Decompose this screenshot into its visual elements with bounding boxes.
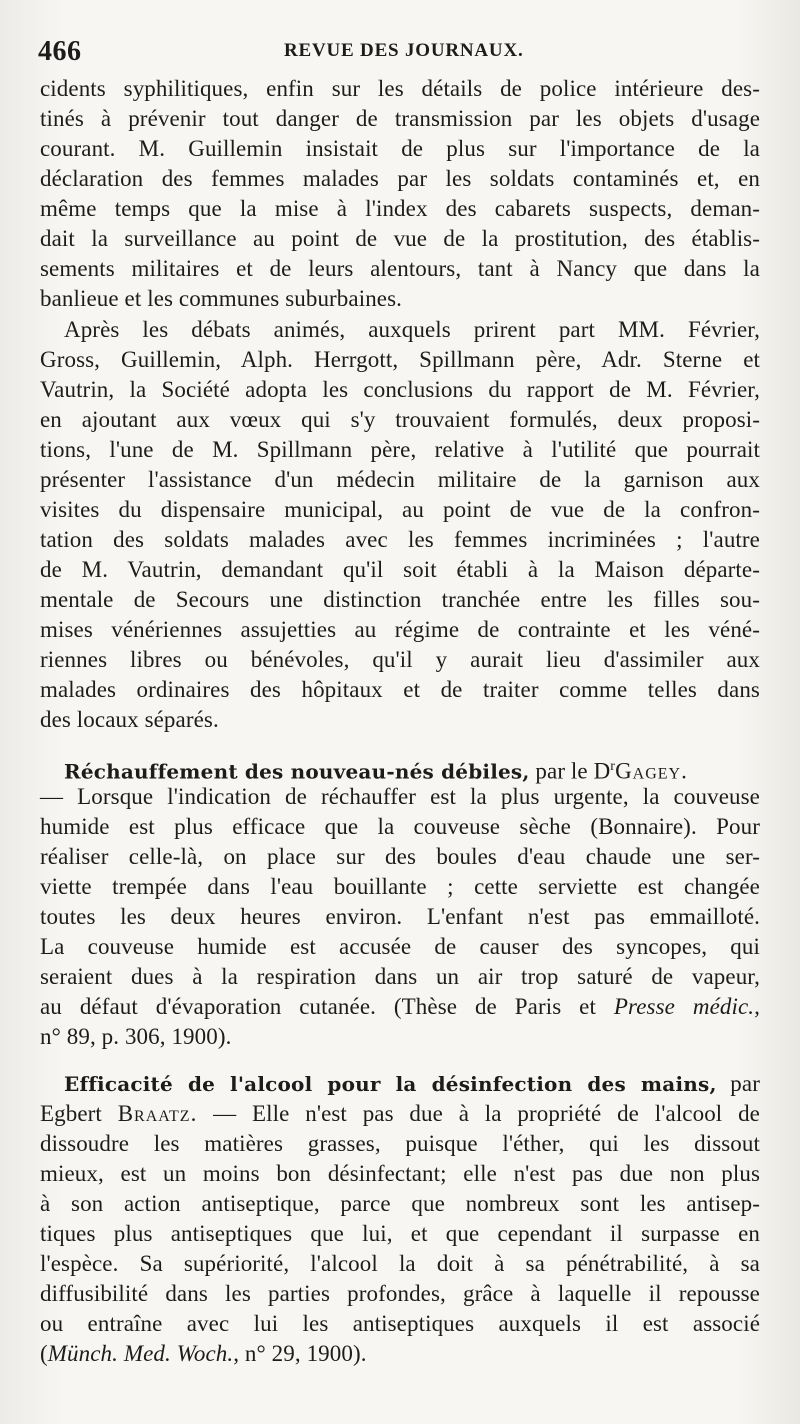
section2-ref-line xyxy=(40,1339,760,1369)
section2-line: l'espèce. Sa supériorité, l'alcool la doit à sa pénétrabilité, à sa xyxy=(40,1251,760,1276)
section1-dr-sup: r xyxy=(610,759,616,774)
para2-line: visites du dispensaire municipal, au point de vue de la confron- xyxy=(40,497,760,522)
para2-line: tions, l'une de M. Spillmann père, relative à l'utilité que pourrait xyxy=(40,437,760,462)
section2-author-line xyxy=(40,1099,760,1129)
page-header xyxy=(38,36,760,68)
section2-ref-journal: Münch. Med. Woch. xyxy=(47,1341,234,1366)
section1-line: — Lorsque l'indication de réchauffer est la plus urgente, la couveuse xyxy=(40,784,760,809)
para2-line: de M. Vautrin, demandant qu'il soit établi à la Maison départe- xyxy=(40,557,760,582)
para1-line: tinés à prévenir tout danger de transmission par les objets d'usage xyxy=(40,106,760,131)
para1-line: même temps que la mise à l'index des cabarets suspects, deman- xyxy=(40,196,760,221)
para1-line: dait la surveillance au point de vue de la prostitution, des établis- xyxy=(40,226,760,251)
section2-line: mieux, est un moins bon désinfectant; elle n'est pas due non plus xyxy=(40,1161,760,1186)
section1-line: viette trempée dans l'eau bouillante ; cette serviette est changée xyxy=(40,874,760,899)
para2-line: en ajoutant aux vœux qui s'y trouvaient formulés, deux proposi- xyxy=(40,407,760,432)
para1-line: déclaration des femmes malades par les soldats contaminés et, en xyxy=(40,166,760,191)
section2-line: dissoudre les matières grasses, puisque l'éther, qui les dissout xyxy=(40,1131,760,1156)
para2-line: présenter l'assistance d'un médecin militaire de la garnison aux xyxy=(40,467,760,492)
para1-line: sements militaires et de leurs alentours, tant à Nancy que dans la xyxy=(40,256,760,281)
section2-ref-open: ( xyxy=(40,1341,48,1366)
section1-line: au défaut d'évaporation cutanée. (Thèse de Paris et xyxy=(40,994,614,1019)
para2-line: Après les débats animés, auxquels prirent part MM. Février, xyxy=(64,317,760,342)
running-head: REVUE DES JOURNAUX. xyxy=(284,40,524,61)
section1-title: Réchauffement des nouveau-nés débiles, xyxy=(64,759,530,784)
section1-author: Gagey. xyxy=(615,758,688,784)
section1-line: toutes les deux heures environ. L'enfant n'est pas emmailloté. xyxy=(40,904,760,929)
section2-line: tiques plus antiseptiques que lui, et que cependant il surpasse en xyxy=(40,1221,760,1246)
para2-line: malades ordinaires des hôpitaux et de traiter comme telles dans xyxy=(40,677,760,702)
para1-line: courant. M. Guillemin insistait de plus sur l'importance de la xyxy=(40,136,760,161)
para2-line: Gross, Guillemin, Alph. Herrgott, Spillmann père, Adr. Sterne et xyxy=(40,347,760,372)
section1-heading-line xyxy=(64,752,760,782)
para2-line: mises vénériennes assujetties au régime de contrainte et les véné- xyxy=(40,617,760,642)
section1-ref-end: n° 89, p. 306, 1900). xyxy=(40,1024,232,1049)
section1-by: par le D xyxy=(529,758,611,784)
section2-ref-end: , n° 29, 1900). xyxy=(233,1341,367,1366)
section2-line: ou entraîne avec lui les antiseptiques auxquels il est associé xyxy=(40,1311,760,1336)
section1-ref-journal: Presse médic., xyxy=(613,994,760,1019)
para1-line: cidents syphilitiques, enfin sur les détails de police intérieure des- xyxy=(40,76,760,101)
para2-line: tation des soldats malades avec les femmes incriminées ; l'autre xyxy=(40,527,760,552)
para2-line: mentale de Secours une distinction tranchée entre les filles sou- xyxy=(40,587,760,612)
section1-line-with-ref xyxy=(40,992,760,1022)
section1-line: La couveuse humide est accusée de causer des syncopes, qui xyxy=(40,934,760,959)
section2-heading-line xyxy=(64,1069,760,1099)
section1-line: seraient dues à la respiration dans un air trop saturé de vapeur, xyxy=(40,964,760,989)
section2-line: — Elle n'est pas due à la propriété de l'alcool de xyxy=(197,1101,760,1126)
para1-line: banlieue et les communes suburbaines. xyxy=(40,286,403,311)
section2-author-last: Braatz. xyxy=(117,1101,198,1126)
section2-author-first: Egbert xyxy=(40,1101,118,1126)
para2-line: des locaux séparés. xyxy=(40,707,219,732)
section2-by: par xyxy=(716,1071,760,1096)
page-number: 466 xyxy=(38,36,82,67)
para2-line: Vautrin, la Société adopta les conclusions du rapport de M. Février, xyxy=(40,377,760,402)
para2-line: riennes libres ou bénévoles, qu'il y aurait lieu d'assimiler aux xyxy=(40,647,760,672)
section2-line: diffusibilité dans les parties profondes, grâce à laquelle il repousse xyxy=(40,1281,760,1306)
section1-line: humide est plus efficace que la couveuse sèche (Bonnaire). Pour xyxy=(40,814,760,839)
section1-line: réaliser celle-là, on place sur des boules d'eau chaude une ser- xyxy=(40,844,760,869)
section2-title: Efficacité de l'alcool pour la désinfection des mains, xyxy=(64,1072,717,1096)
section2-line: à son action antiseptique, parce que nombreux sont les antisep- xyxy=(40,1191,760,1216)
